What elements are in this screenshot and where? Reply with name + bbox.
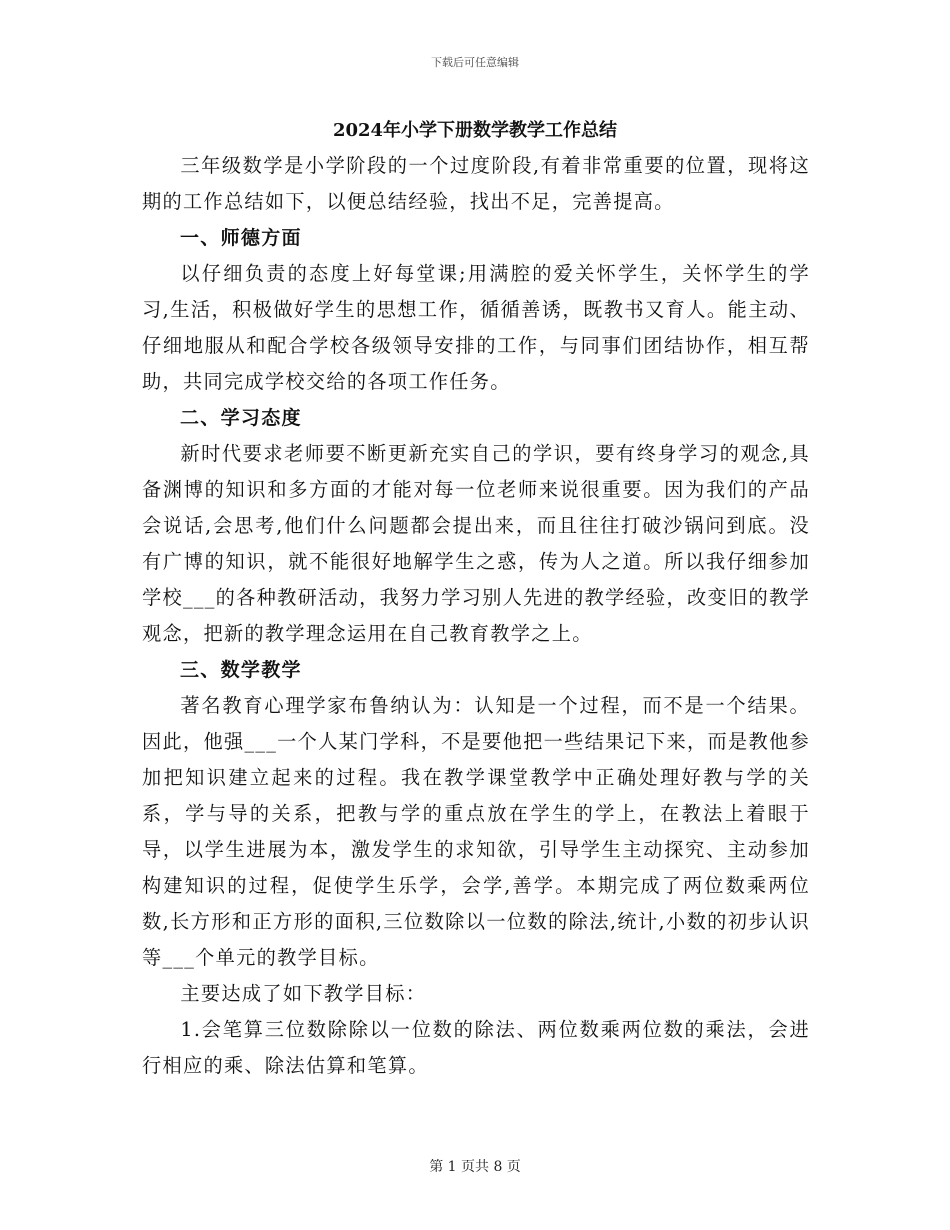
section-paragraph: 新时代要求老师要不断更新充实自己的学识，要有终身学习的观念,具备渊博的知识和多方面的才能对每一位老师来说很重要。因为我们的产品会说话,会思考,他们什么问题都会提出来，而且往往打破沙锅问到底。没有广博的知识，就不能很好地解学生之惑，传为人之道。所以我仔细参加学校___的各种教研活动，我努力学习别人先进的教学经验，改变旧的教学观念，把新的教学理念运用在自己教育教学之上。	[142, 442, 810, 645]
document-body	[142, 148, 810, 1084]
section-heading: 三、数学教学	[180, 659, 302, 681]
section-paragraph: 以仔细负责的态度上好每堂课;用满腔的爱关怀学生，关怀学生的学习,生活，积极做好学生的思想工作，循循善诱，既教书又育人。能主动、仔细地服从和配合学校各级领导安排的工作，与同事们团结协作，相互帮助，共同完成学校交给的各项工作任务。	[142, 262, 810, 393]
section-paragraph: 著名教育心理学家布鲁纳认为：认知是一个过程，而不是一个结果。因此，他强___一个人某门学科，不是要他把一些结果记下来，而是教他参加把知识建立起来的过程。我在教学课堂教学中正确处理好教与学的关系，学与导的关系，把教与学的重点放在学生的学上，在教法上着眼于导，以学生进展为本，激发学生的求知欲，引导学生主动探究、主动参加构建知识的过程，促使学生乐学，会学,善学。本期完成了两位数乘两位数,长方形和正方形的面积,三位数除以一位数的除法,统计,小数的初步认识等___个单元的教学目标。	[142, 694, 810, 969]
page-header-note: 下载后可任意编辑	[431, 56, 519, 69]
section-paragraph: 1.会笔算三位数除除以一位数的除法、两位数乘两位数的乘法，会进行相应的乘、除法估算和笔算。	[142, 1018, 810, 1077]
document-title: 2024年小学下册数学教学工作总结	[332, 120, 618, 141]
section-heading: 二、学习态度	[180, 407, 302, 429]
intro-paragraph: 三年级数学是小学阶段的一个过度阶段,有着非常重要的位置，现将这期的工作总结如下，以便总结经验，找出不足，完善提高。	[142, 154, 810, 213]
section-paragraph: 主要达成了如下教学目标：	[180, 982, 427, 1005]
section-heading: 一、师德方面	[180, 227, 302, 249]
page-number: 第 1 页共 8 页	[429, 1159, 521, 1175]
